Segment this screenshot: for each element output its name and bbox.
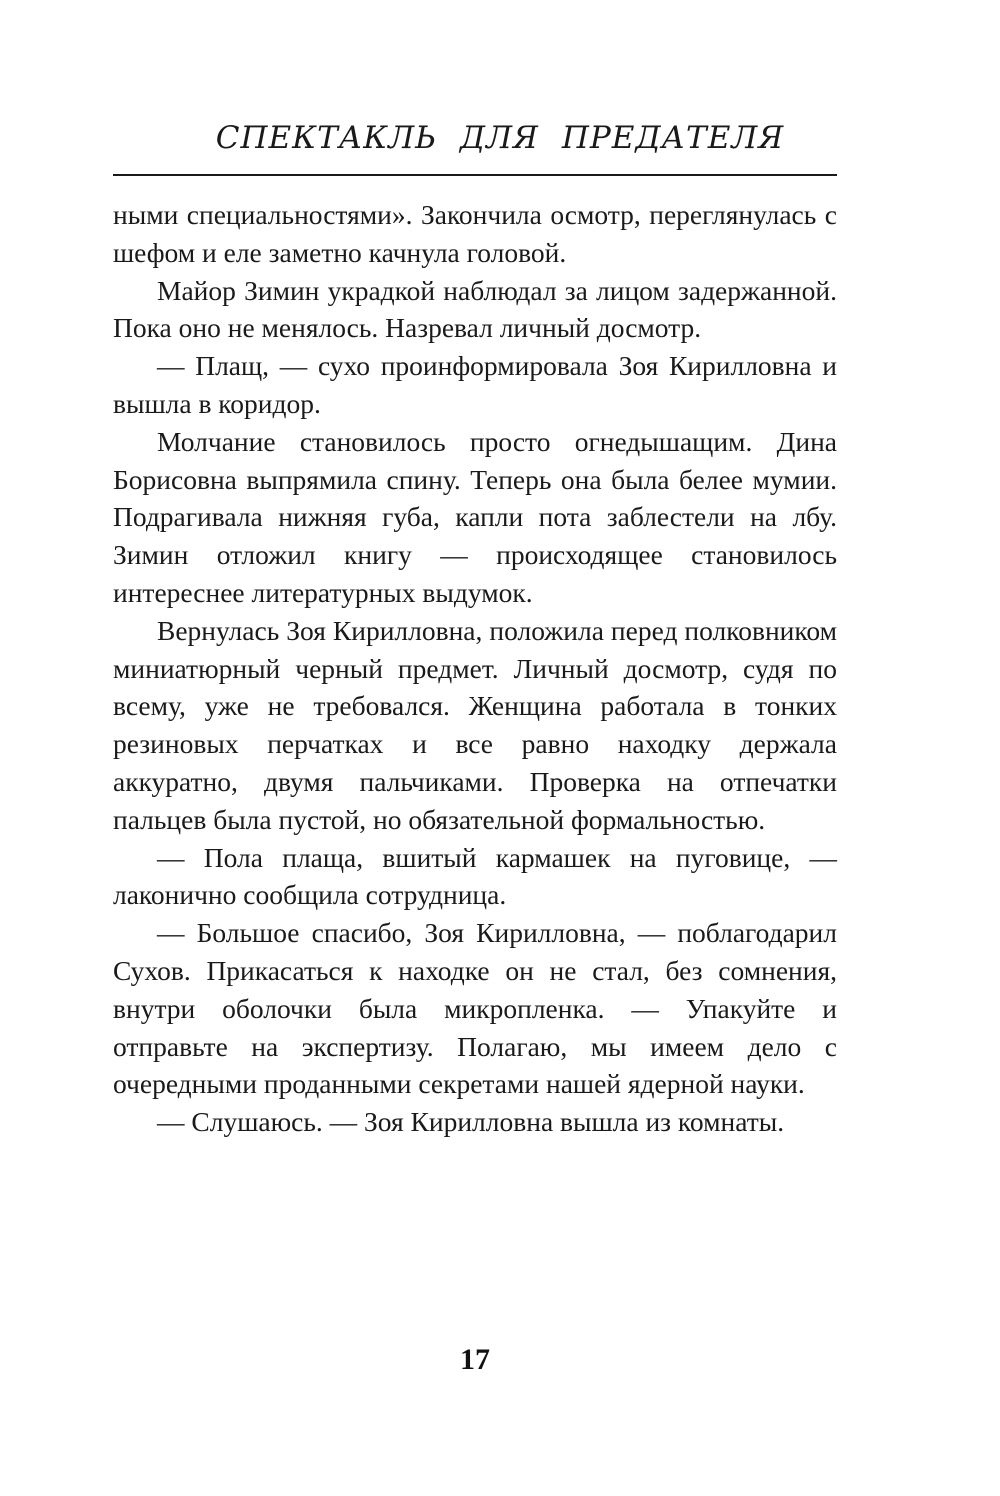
paragraph: Майор Зимин украдкой наблюдал за лицом задержанной. Пока оно не менялось. Назревал личный досмотр. <box>113 274 837 344</box>
paragraph: Молчание становилось просто огнедышащим. Дина Борисовна выпрямила спину. Теперь она была белее мумии. Подрагивала нижняя губа, капли пота заблестели на лбу. Зимин отложил книгу — происходящее становилось интереснее литературных выдумок. <box>113 425 837 608</box>
paragraph: — Плащ, — сухо проинформировала Зоя Кирилловна и вышла в коридор. <box>113 350 837 419</box>
header-rule <box>113 174 837 176</box>
paragraph: — Слушаюсь. — Зоя Кирилловна вышла из комнаты. <box>157 1106 785 1138</box>
page-number: 17 <box>460 1343 490 1376</box>
body-text <box>113 196 837 1141</box>
paragraph: Вернулась Зоя Кирилловна, положила перед полковником миниатюрный черный предмет. Личный досмотр, судя по всему, уже не требовался. Женщина работала в тонких резиновых перчатках и все равно находку держала аккуратно, двумя пальчиками. Проверка на отпечатки пальцев была пустой, но обязательной формальностью. <box>113 614 837 835</box>
paragraph: ными специальностями». Закончила осмотр, переглянулась с шефом и еле заметно качнула головой. <box>113 199 837 268</box>
paragraph: — Пола плаща, вшитый кармашек на пуговице, — лаконично сообщила сотрудница. <box>113 841 837 911</box>
running-title: СПЕКТАКЛЬ ДЛЯ ПРЕДАТЕЛЯ <box>215 120 785 156</box>
paragraph: — Большое спасибо, Зоя Кирилловна, — поблагодарил Сухов. Прикасаться к находке он не стал, без сомнения, внутри оболочки была микропленка. — Упакуйте и отправьте на экспертизу. Полагаю, мы имеем дело с очередными проданными секретами нашей ядерной науки. <box>113 917 837 1100</box>
